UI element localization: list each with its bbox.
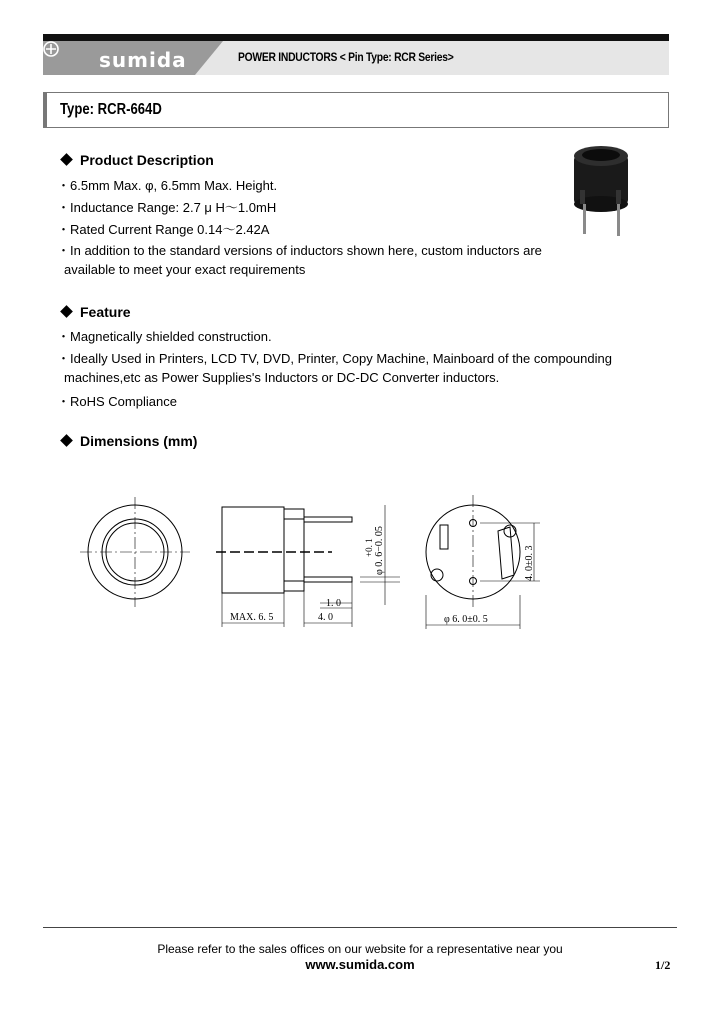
header-title: POWER INDUCTORS < Pin Type: RCR Series> <box>238 50 454 64</box>
diamond-bullet-icon <box>60 434 73 447</box>
diamond-bullet-icon <box>60 305 73 318</box>
description-line: ・6.5mm Max. φ, 6.5mm Max. Height. <box>57 178 278 193</box>
bottom-view <box>426 495 540 629</box>
dim-standoff: 1. 0 <box>326 598 341 609</box>
top-view <box>80 497 190 607</box>
dimensions-heading: Dimensions (mm) <box>60 433 197 449</box>
page-number: 1/2 <box>655 958 671 972</box>
feature-line: ・Magnetically shielded construction. <box>57 329 272 344</box>
sumida-logo <box>43 41 223 75</box>
dim-pin-length: 4. 0 <box>318 612 333 623</box>
dim-diameter: φ 6. 0±0. 5 <box>444 614 488 625</box>
dimensions-drawing <box>80 495 540 635</box>
product-photo <box>566 138 636 238</box>
footer-rule <box>43 927 677 928</box>
dim-pitch: 4. 0±0. 3 <box>524 545 535 581</box>
type-label: Type: RCR-664D <box>60 101 162 118</box>
description-line-continuation: available to meet your exact requirements <box>64 262 306 277</box>
dim-pin-dia: φ 0. 6−0. 05 <box>374 526 385 575</box>
side-view <box>216 505 400 627</box>
diamond-bullet-icon <box>60 153 73 166</box>
description-line: ・Inductance Range: 2.7 μ H～1.0mH <box>57 200 277 215</box>
description-line: ・Rated Current Range 0.14～2.42A <box>57 222 270 237</box>
product-description-heading: Product Description <box>60 152 214 168</box>
footer-note: Please refer to the sales offices on our website for a representative near you <box>157 942 563 956</box>
header-top-rule <box>43 34 669 41</box>
description-line: ・In addition to the standard versions of inductors shown here, custom inductors are <box>57 243 542 258</box>
sumida-mark-icon <box>43 41 59 57</box>
logo-text: sumida <box>99 48 187 72</box>
feature-line: ・Ideally Used in Printers, LCD TV, DVD, Printer, Copy Machine, Mainboard of the compounding <box>57 351 612 366</box>
footer-url[interactable]: www.sumida.com <box>305 957 415 972</box>
feature-line: ・RoHS Compliance <box>57 394 177 409</box>
feature-heading: Feature <box>60 304 131 320</box>
dim-pin-dia-upper: +0. 1 <box>364 538 374 557</box>
dim-max-height: MAX. 6. 5 <box>230 612 274 623</box>
feature-line-continuation: machines,etc as Power Supplies's Inductors or DC-DC Converter inductors. <box>64 370 500 385</box>
